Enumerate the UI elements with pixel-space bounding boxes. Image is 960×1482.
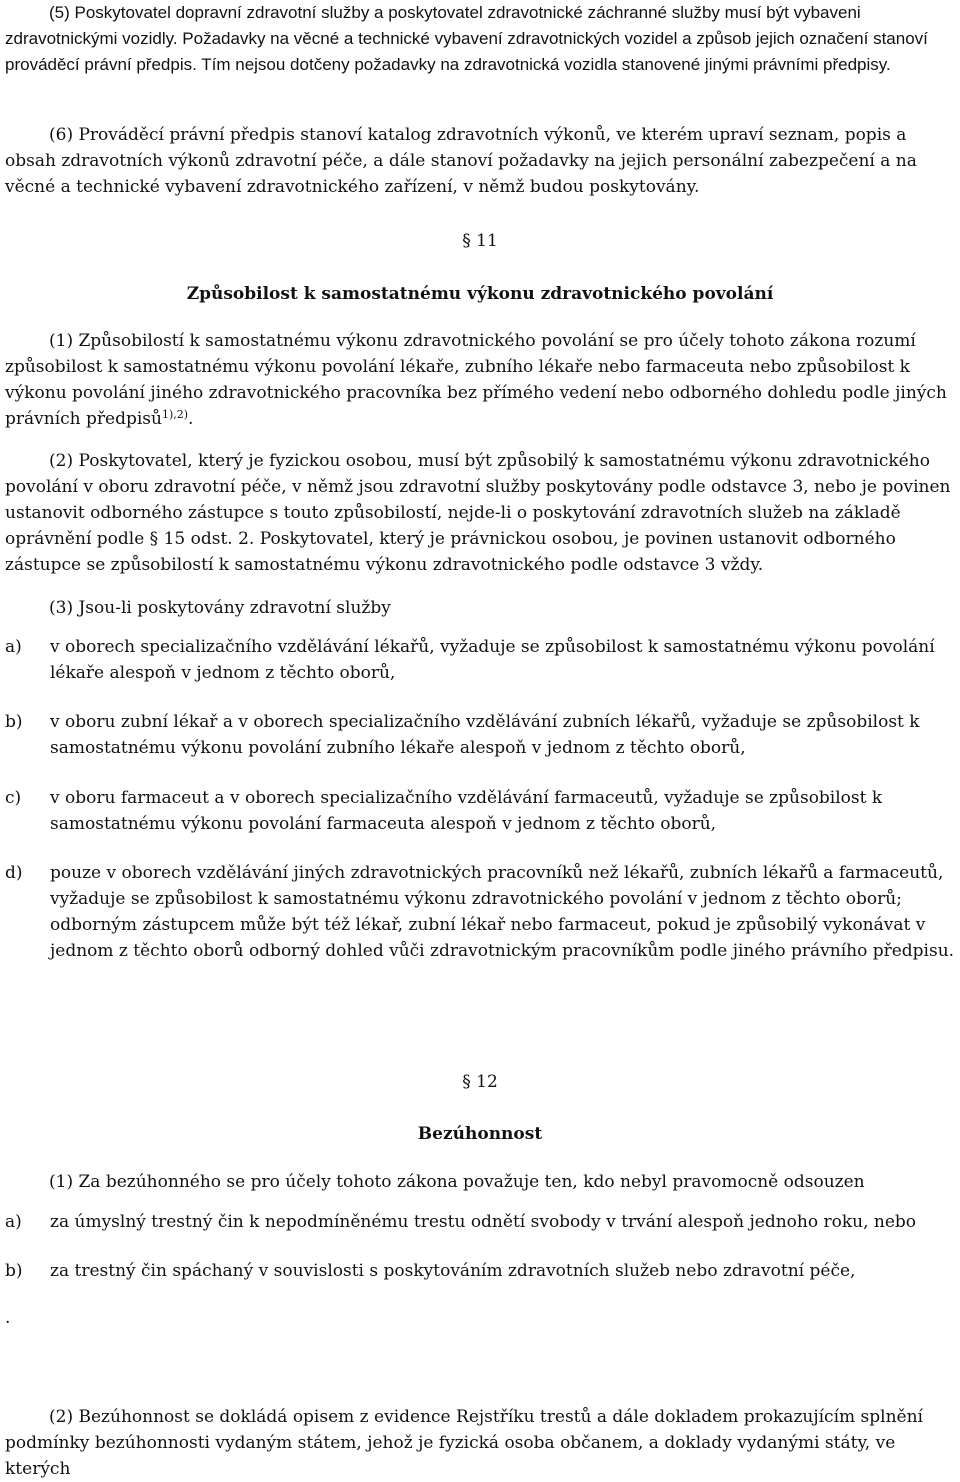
- section-11-list-item-b: [5, 709, 956, 761]
- list-item-text: v oboru farmaceut a v oborech specializačního vzdělávání farmaceutů, vyžaduje se způsobilost k samostatnému výkonu povolání farmaceuta alespoň v jednom z těchto oborů,: [50, 788, 883, 834]
- list-item-label: a): [5, 637, 22, 657]
- section-11-list-item-d: [5, 860, 956, 964]
- list-item-label: b): [5, 712, 23, 732]
- section-11-list-item-c: [5, 785, 956, 837]
- section-11-number: § 11: [462, 231, 498, 251]
- section-12-paragraph-2: (2) Bezúhonnost se dokládá opisem z evidence Rejstříku trestů a dále dokladem prokazujícím splnění podmínky bezúhonnosti vydaným státem, jehož je fyzická osoba občanem, a doklady vydanými státy, ve kterých: [5, 1407, 923, 1479]
- section-12-list-item-b: [5, 1258, 956, 1284]
- section-12-title: Bezúhonnost: [417, 1124, 543, 1144]
- paragraph-5: (5) Poskytovatel dopravní zdravotní služby a poskytovatel zdravotnické záchranné služby musí být vybaveni zdravotnickými vozidly. Požadavky na věcné a technické vybavení zdravotnických vozidel a způsob jejich označení stanoví prováděcí právní předpis. Tím nejsou dotčeny požadavky na zdravotnická vozidla stanovené jinými právními předpisy.: [5, 3, 928, 74]
- list-item-text: pouze v oborech vzdělávání jiných zdravotnických pracovníků než lékařů, zubních lékařů a farmaceutů, vyžaduje se způsobilost k samostatnému výkonu zdravotnického povolání v jednom z těchto oborů; odborným zástupcem může být též lékař, zubní lékař nebo farmaceut, pokud je způsobilý vykonávat v jednom z těchto oborů odborný dohled vůči zdravotnickým pracovníkům podle jiného právního předpisu.: [50, 863, 955, 961]
- section-11-paragraph-2: (2) Poskytovatel, který je fyzickou osobou, musí být způsobilý k samostatnému výkonu zdravotnického povolání v oboru zdravotní péče, v němž jsou zdravotní služby poskytovány podle odstavce 3, nebo je povinen ustanovit odborného zástupce s touto způsobilostí, nejde-li o poskytování zdravotních služeb na základě oprávnění podle § 15 odst. 2. Poskytovatel, který je právnickou osobou, je povinen ustanovit odborného zástupce se způsobilostí k samostatnému výkonu zdravotnického podle odstavce 3 vždy.: [5, 451, 951, 575]
- section-11-paragraph-1: [5, 328, 956, 432]
- list-item-text: v oboru zubní lékař a v oborech specializačního vzdělávání zubních lékařů, vyžaduje se způsobilost k samostatnému výkonu povolání zubního lékaře alespoň v jednom z těchto oborů,: [50, 712, 920, 758]
- section-12-number: § 12: [462, 1072, 498, 1092]
- section-11-paragraph-3-intro: (3) Jsou-li poskytovány zdravotní služby: [49, 598, 391, 618]
- list-item-label: b): [5, 1261, 23, 1281]
- section-11-paragraph-1-end: .: [188, 409, 194, 429]
- section-12-list-item-a: [5, 1209, 956, 1235]
- section-12-paragraph-1-intro: (1) Za bezúhonného se pro účely tohoto zákona považuje ten, kdo nebyl pravomocně odsouzen: [49, 1172, 865, 1192]
- footnote-reference: 1),2): [161, 408, 189, 421]
- list-item-label: d): [5, 863, 23, 883]
- section-11-paragraph-1-text: (1) Způsobilostí k samostatnému výkonu zdravotnického povolání se pro účely tohoto zákona rozumí způsobilost k samostatnému výkonu povolání lékaře, zubního lékaře nebo farmaceuta nebo způsobilost k výkonu povolání jiného zdravotnického pracovníka bez přímého vedení nebo odborného dohledu podle jiných právních předpisů: [5, 331, 947, 429]
- list-item-label: c): [5, 788, 22, 808]
- list-item-text: v oborech specializačního vzdělávání lékařů, vyžaduje se způsobilost k samostatnému výkonu povolání lékaře alespoň v jednom z těchto oborů,: [50, 637, 935, 683]
- list-item-label: a): [5, 1212, 22, 1232]
- list-item-text: za trestný čin spáchaný v souvislosti s poskytováním zdravotních služeb nebo zdravotní péče,: [50, 1261, 856, 1281]
- stray-period: .: [5, 1308, 11, 1328]
- paragraph-6: (6) Prováděcí právní předpis stanoví katalog zdravotních výkonů, ve kterém upraví seznam, popis a obsah zdravotních výkonů zdravotní péče, a dále stanoví požadavky na jejich personální zabezpečení a na věcné a technické vybavení zdravotnického zařízení, v němž budou poskytovány.: [5, 125, 917, 197]
- section-11-title: Způsobilost k samostatnému výkonu zdravotnického povolání: [186, 284, 774, 304]
- list-item-text: za úmyslný trestný čin k nepodmíněnému trestu odnětí svobody v trvání alespoň jednoho roku, nebo: [50, 1212, 917, 1232]
- section-11-list-item-a: [5, 634, 956, 686]
